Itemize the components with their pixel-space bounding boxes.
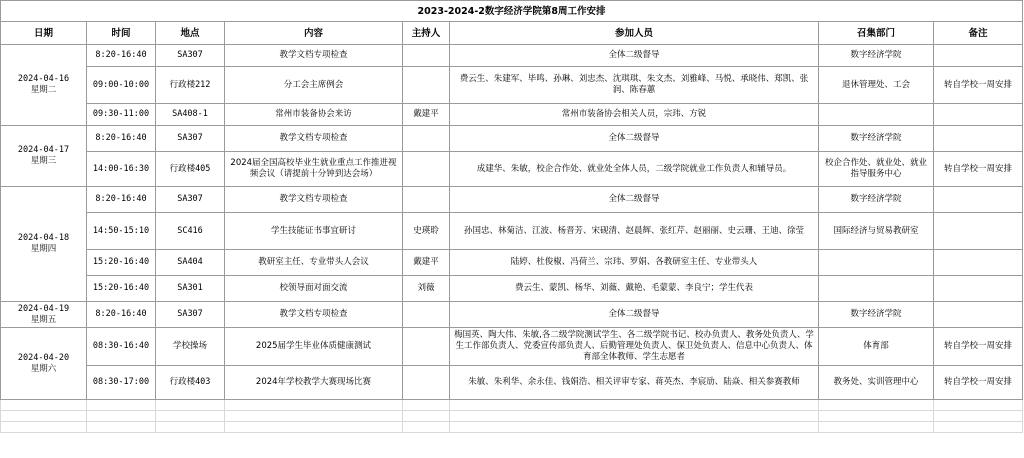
empty-cell [819, 411, 934, 422]
header-date: 日期 [1, 22, 87, 45]
host-cell: 戴建平 [403, 104, 450, 126]
date-value: 2024-04-17 [17, 145, 70, 155]
content-cell: 教研室主任、专业带头人会议 [225, 250, 403, 276]
table-row [1, 366, 1023, 400]
empty-cell [450, 422, 819, 433]
dept-cell: 数字经济学院 [819, 45, 934, 67]
date-cell [1, 126, 87, 187]
place-cell: SA307 [156, 302, 225, 328]
dept-cell: 退休管理处、工会 [819, 67, 934, 104]
empty-cell [403, 411, 450, 422]
time-cell: 08:30-17:00 [87, 366, 156, 400]
attendees-cell: 全体二级督导 [450, 302, 819, 328]
dept-cell: 国际经济与贸易教研室 [819, 213, 934, 250]
host-cell [403, 152, 450, 187]
note-cell: 转自学校一周安排 [934, 152, 1023, 187]
date-value: 2024-04-16 [17, 74, 70, 84]
weekday-value: 星期三 [30, 156, 57, 166]
place-cell: 行政楼403 [156, 366, 225, 400]
time-cell: 14:50-15:10 [87, 213, 156, 250]
dept-cell [819, 104, 934, 126]
host-cell [403, 366, 450, 400]
note-cell [934, 45, 1023, 67]
empty-cell [403, 400, 450, 411]
place-cell: 行政楼405 [156, 152, 225, 187]
host-cell [403, 328, 450, 366]
empty-cell [156, 400, 225, 411]
header-dept: 召集部门 [819, 22, 934, 45]
place-cell: 学校操场 [156, 328, 225, 366]
table-row [1, 187, 1023, 213]
content-cell: 2024届全国高校毕业生就业重点工作推进视频会议（请提前十分钟到达会场） [225, 152, 403, 187]
note-cell [934, 250, 1023, 276]
attendees-cell: 梅国英、陶大伟、朱敏,各二级学院测试学生、各二级学院书记、校办负责人、教务处负责人、学生工作部负责人、党委宣传部负责人、后勤管理处负责人、保卫处负责人、信息中心负责人、体育部全体教师、学生志愿者 [450, 328, 819, 366]
table-row [1, 152, 1023, 187]
content-cell: 学生技能证书事宜研讨 [225, 213, 403, 250]
time-cell: 8:20-16:40 [87, 45, 156, 67]
table-row [1, 67, 1023, 104]
weekday-value: 星期二 [30, 85, 57, 95]
empty-cell [819, 400, 934, 411]
place-cell: SC416 [156, 213, 225, 250]
dept-cell: 数字经济学院 [819, 126, 934, 152]
time-cell: 14:00-16:30 [87, 152, 156, 187]
dept-cell [819, 276, 934, 302]
content-cell: 常州市装备协会来访 [225, 104, 403, 126]
empty-cell [225, 411, 403, 422]
header-host: 主持人 [403, 22, 450, 45]
note-cell: 转自学校一周安排 [934, 366, 1023, 400]
weekday-value: 星期六 [30, 363, 57, 374]
empty-cell [403, 422, 450, 433]
header-row [1, 22, 1023, 45]
empty-cell [225, 422, 403, 433]
time-cell: 15:20-16:40 [87, 250, 156, 276]
empty-cell [156, 422, 225, 433]
place-cell: SA307 [156, 45, 225, 67]
empty-cell [450, 400, 819, 411]
host-cell [403, 302, 450, 328]
time-cell: 09:30-11:00 [87, 104, 156, 126]
host-cell [403, 45, 450, 67]
attendees-cell: 全体二级督导 [450, 187, 819, 213]
dept-cell: 体育部 [819, 328, 934, 366]
content-cell: 分工会主席例会 [225, 67, 403, 104]
table-row [1, 126, 1023, 152]
date-cell [1, 302, 87, 328]
host-cell [403, 67, 450, 104]
header-attendees: 参加人员 [450, 22, 819, 45]
time-cell: 09:00-10:00 [87, 67, 156, 104]
dept-cell: 数字经济学院 [819, 187, 934, 213]
time-cell: 8:20-16:40 [87, 302, 156, 328]
dept-cell: 数字经济学院 [819, 302, 934, 328]
attendees-cell: 全体二级督导 [450, 45, 819, 67]
time-cell: 15:20-16:40 [87, 276, 156, 302]
place-cell: 行政楼212 [156, 67, 225, 104]
table-row [1, 213, 1023, 250]
date-cell [1, 328, 87, 400]
note-cell [934, 213, 1023, 250]
date-value: 2024-04-20 [17, 352, 70, 363]
host-cell [403, 126, 450, 152]
attendees-cell: 陆婷、杜俊椒、冯荷兰、宗玮、罗娟、各教研室主任、专业带头人 [450, 250, 819, 276]
place-cell: SA307 [156, 187, 225, 213]
empty-cell [934, 400, 1023, 411]
attendees-cell: 费云生、蒙凯、杨华、刘薇、戴艳、毛蒙蒙、李良宁；学生代表 [450, 276, 819, 302]
date-value: 2024-04-18 [17, 233, 70, 243]
date-value: 2024-04-19 [17, 303, 70, 314]
attendees-cell: 费云生、朱建军、毕鸣、孙琳、刘忠杰、沈琪琪、朱文杰、刘雅峰、马悦、承晓伟、郑凯、张润、陈春蕙 [450, 67, 819, 104]
empty-cell [1, 422, 87, 433]
host-cell [403, 187, 450, 213]
empty-cell [225, 400, 403, 411]
header-place: 地点 [156, 22, 225, 45]
date-cell [1, 45, 87, 126]
host-cell: 刘薇 [403, 276, 450, 302]
attendees-cell: 常州市装备协会相关人员，宗玮、方锐 [450, 104, 819, 126]
empty-cell [819, 422, 934, 433]
dept-cell: 校企合作处、就业处、就业指导服务中心 [819, 152, 934, 187]
host-cell: 戴建平 [403, 250, 450, 276]
empty-cell [87, 400, 156, 411]
table-row [1, 104, 1023, 126]
empty-row [1, 400, 1023, 411]
place-cell: SA404 [156, 250, 225, 276]
header-note: 备注 [934, 22, 1023, 45]
empty-row [1, 422, 1023, 433]
content-cell: 2024年学校教学大赛现场比赛 [225, 366, 403, 400]
empty-cell [1, 400, 87, 411]
empty-cell [1, 411, 87, 422]
time-cell: 8:20-16:40 [87, 187, 156, 213]
table-row [1, 302, 1023, 328]
dept-cell: 教务处、实训管理中心 [819, 366, 934, 400]
content-cell: 教学文档专项检查 [225, 45, 403, 67]
date-cell [1, 187, 87, 302]
note-cell [934, 104, 1023, 126]
content-cell: 教学文档专项检查 [225, 187, 403, 213]
note-cell [934, 187, 1023, 213]
place-cell: SA408-1 [156, 104, 225, 126]
empty-cell [934, 422, 1023, 433]
table-row [1, 276, 1023, 302]
note-cell [934, 276, 1023, 302]
content-cell: 教学文档专项检查 [225, 302, 403, 328]
table-row [1, 45, 1023, 67]
weekday-value: 星期五 [30, 314, 57, 325]
empty-cell [87, 422, 156, 433]
time-cell: 8:20-16:40 [87, 126, 156, 152]
note-cell: 转自学校一周安排 [934, 67, 1023, 104]
note-cell: 转自学校一周安排 [934, 328, 1023, 366]
empty-row [1, 411, 1023, 422]
attendees-cell: 成建华、朱敏，校企合作处、就业处全体人员，二级学院就业工作负责人和辅导员。 [450, 152, 819, 187]
header-time: 时间 [87, 22, 156, 45]
content-cell: 校领导面对面交流 [225, 276, 403, 302]
empty-cell [156, 411, 225, 422]
place-cell: SA301 [156, 276, 225, 302]
attendees-cell: 全体二级督导 [450, 126, 819, 152]
attendees-cell: 朱敏、朱利华、余永佳、钱娟浩、相关评审专家、蒋英杰、李宸劢、陆焱、相关参赛教师 [450, 366, 819, 400]
header-content: 内容 [225, 22, 403, 45]
host-cell: 史瑛聆 [403, 213, 450, 250]
empty-cell [450, 411, 819, 422]
weekday-value: 星期四 [30, 244, 57, 254]
empty-cell [87, 411, 156, 422]
note-cell [934, 302, 1023, 328]
page-title: 2023-2024-2数字经济学院第8周工作安排 [1, 1, 1023, 22]
place-cell: SA307 [156, 126, 225, 152]
time-cell: 08:30-16:40 [87, 328, 156, 366]
table-row [1, 250, 1023, 276]
dept-cell [819, 250, 934, 276]
empty-cell [934, 411, 1023, 422]
content-cell: 2025届学生毕业体质健康测试 [225, 328, 403, 366]
attendees-cell: 孙国忠、林菊洁、江波、杨晋芳、宋砚清、赵晨辉、张红芹、赵丽丽、史云珊、王迪、徐莹 [450, 213, 819, 250]
note-cell [934, 126, 1023, 152]
table-row [1, 328, 1023, 366]
content-cell: 教学文档专项检查 [225, 126, 403, 152]
